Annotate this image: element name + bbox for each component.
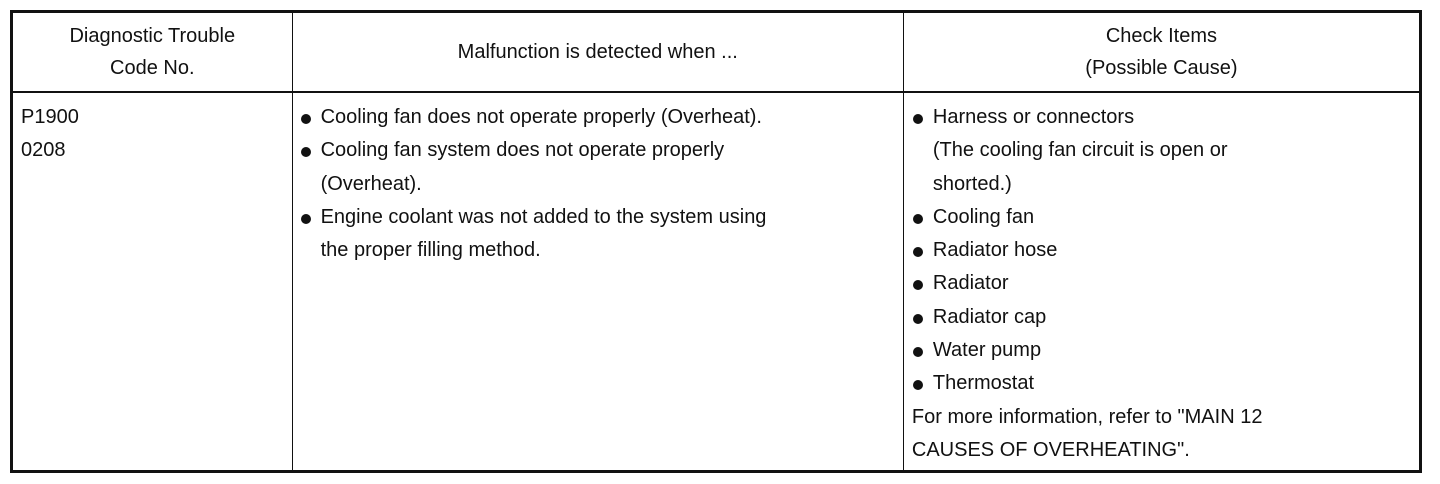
malfunction-line: Engine coolant was not added to the system using bbox=[320, 205, 767, 228]
malfunction-line: (Overheat). bbox=[320, 172, 422, 195]
header-check-items-line-2: (Possible Cause) bbox=[1085, 57, 1238, 79]
dtc-code-p1900: P1900 bbox=[21, 106, 79, 128]
reference-note-line: CAUSES OF OVERHEATING". bbox=[911, 438, 1190, 461]
check-item bbox=[912, 367, 1413, 400]
header-malfunction bbox=[292, 12, 903, 93]
diagnostic-trouble-code-table bbox=[10, 10, 1422, 473]
bullet-icon bbox=[913, 280, 923, 290]
reference-note bbox=[912, 401, 1413, 468]
check-item bbox=[912, 301, 1413, 334]
check-items-cell bbox=[903, 92, 1420, 472]
check-item-line: Cooling fan bbox=[932, 205, 1035, 228]
check-item bbox=[912, 334, 1413, 367]
bullet-icon bbox=[913, 380, 923, 390]
check-item-line: Harness or connectors bbox=[932, 106, 1135, 128]
dtc-code-0208: 0208 bbox=[21, 139, 66, 162]
check-item-line: Water pump bbox=[932, 339, 1042, 362]
header-dtc-code-line-1: Diagnostic Trouble bbox=[69, 25, 236, 47]
check-item-line: Thermostat bbox=[932, 372, 1035, 395]
header-dtc-code-line-2: Code No. bbox=[110, 57, 195, 79]
header-check-items bbox=[903, 12, 1420, 93]
bullet-icon bbox=[301, 114, 311, 124]
check-item-line: Radiator bbox=[932, 272, 1009, 295]
malfunction-line: Cooling fan system does not operate properly bbox=[320, 139, 725, 162]
reference-note-line: For more information, refer to "MAIN 12 bbox=[911, 405, 1263, 428]
check-item-line: (The cooling fan circuit is open or bbox=[932, 139, 1228, 162]
malfunction-item bbox=[300, 201, 897, 268]
bullet-icon bbox=[913, 114, 923, 124]
malfunction-line: Cooling fan does not operate properly (Overheat). bbox=[320, 106, 762, 128]
dtc-code-cell bbox=[12, 92, 293, 472]
check-item-line: shorted.) bbox=[932, 172, 1012, 195]
bullet-icon bbox=[913, 214, 923, 224]
malfunction-cell bbox=[292, 92, 903, 472]
check-item bbox=[912, 267, 1413, 300]
bullet-icon bbox=[913, 247, 923, 257]
malfunction-item bbox=[300, 101, 897, 134]
check-item-line: Radiator hose bbox=[932, 239, 1058, 262]
bullet-icon bbox=[913, 314, 923, 324]
bullet-icon bbox=[913, 347, 923, 357]
check-item-line: Radiator cap bbox=[932, 305, 1047, 328]
bullet-icon bbox=[301, 214, 311, 224]
bullet-icon bbox=[301, 147, 311, 157]
malfunction-line: the proper filling method. bbox=[320, 239, 541, 262]
table-header-row bbox=[12, 12, 1421, 93]
check-item bbox=[912, 101, 1413, 201]
malfunction-item bbox=[300, 134, 897, 201]
header-dtc-code bbox=[12, 12, 293, 93]
header-malfunction-text: Malfunction is detected when ... bbox=[457, 41, 738, 63]
table-row bbox=[12, 92, 1421, 472]
check-item bbox=[912, 201, 1413, 234]
header-check-items-line-1: Check Items bbox=[1105, 25, 1218, 47]
check-item bbox=[912, 234, 1413, 267]
